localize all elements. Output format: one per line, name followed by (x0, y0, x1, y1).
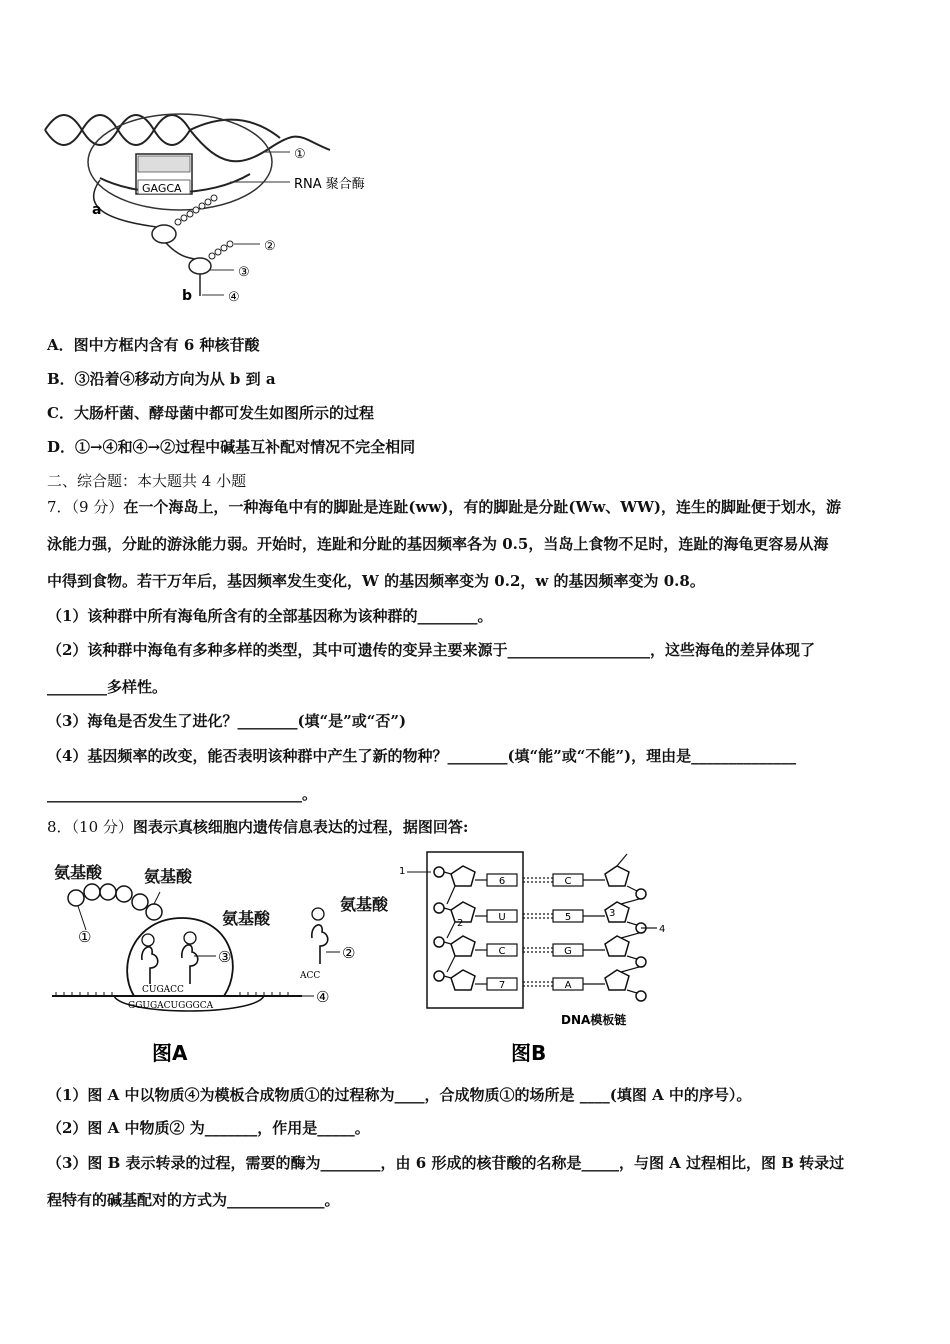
fig-b-left-base-3: C (498, 946, 506, 957)
label-3: ③ (238, 265, 250, 280)
q7-line-2: 泳能力强，分趾的游泳能力弱。开始时，连趾和分趾的基因频率各为 0.5，当岛上食物不足时，连趾的海龟更容易从海 (47, 535, 829, 553)
q8-sub-3b: 程特有的碱基配对的方式为_____________。 (47, 1191, 340, 1209)
q7-text-1: 在一个海岛上，一种海龟中有的脚趾是连趾(ww)，有的脚趾是分趾(Ww、WW)，连生的脚趾便于划水，游 (123, 498, 842, 516)
figure-a (44, 856, 424, 1070)
q8-head: 8．（10 分） (47, 818, 133, 836)
q8-line-1 (47, 816, 468, 838)
q7-sub-1: （1）该种群中所有海龟所含有的全部基因称为该种群的________。 (47, 607, 493, 625)
fig-a-label-2: ② (342, 944, 356, 962)
section-title: 二、综合题：本大题共 4 小题 (47, 472, 247, 490)
fig-a-mrna-sequence: GGUGACUGGGCA (128, 1001, 214, 1011)
q7-sub-4b: __________________________________。 (47, 785, 318, 803)
q8-sub-2: （2）图 A 中物质② 为_______，作用是_____。 (47, 1119, 370, 1137)
fig-a-label-1: ① (78, 928, 92, 946)
fig-b-label-4: 4 (659, 924, 666, 935)
q7-line-3: 中得到食物。若干万年后，基因频率发生变化，W 的基因频率变为 0.2，w 的基因频率变为 0.8。 (47, 572, 705, 590)
transcription-figure (40, 108, 400, 310)
label-2: ② (264, 239, 276, 254)
fig-b-left-base-4: 7 (498, 980, 506, 991)
figure-b (395, 846, 685, 1066)
q7-sub-3: （3）海龟是否发生了进化？________(填“是”或“否”) (47, 712, 407, 730)
fig-b-left-base-1: 6 (498, 876, 506, 887)
q7-sub-4: （4）基因频率的改变，能否表明该种群中产生了新的物种？________(填“能”或“不能”)，理由是______________ (47, 747, 797, 765)
fig-a-amino-acid-3: 氨基酸 (222, 909, 271, 928)
fig-a-codon-top: CUGACC (142, 985, 184, 995)
fig-a-amino-acid-2: 氨基酸 (144, 867, 193, 886)
option-c: C．大肠杆菌、酵母菌中都可发生如图所示的过程 (47, 404, 374, 422)
box-sequence: GAGCA (142, 182, 182, 195)
q8-intro: 图表示真核细胞内遗传信息表达的过程，据图回答: (132, 818, 469, 836)
fig-b-right-base-3: G (564, 946, 572, 957)
fig-b-right-base-1: C (564, 876, 572, 887)
q7-head: 7．（9 分） (47, 498, 124, 516)
fig-a-label-3: ③ (218, 948, 232, 966)
fig-b-right-base-4: A (564, 980, 572, 991)
fig-a-amino-acid-1: 氨基酸 (54, 863, 103, 882)
q7-line-1 (47, 496, 841, 518)
fig-b-label-3: 3 (609, 908, 616, 919)
option-a: A．图中方框内含有 6 种核苷酸 (47, 336, 260, 354)
q8-sub-1: （1）图 A 中以物质④为模板合成物质①的过程称为____，合成物质①的场所是 ____(填图 A 中的序号）。 (47, 1086, 752, 1104)
q7-sub-2: （2）该种群中海龟有多种多样的类型，其中可遗传的变异主要来源于___________________，这些海龟的差异体现了 (47, 641, 815, 659)
fig-a-amino-acid-4: 氨基酸 (340, 895, 389, 914)
fig-b-right-base-2: 5 (564, 912, 572, 923)
fig-b-label-2: 2 (457, 918, 464, 929)
label-4: ④ (228, 290, 240, 305)
label-a: a (92, 202, 102, 218)
fig-a-anticodon: ACC (300, 971, 321, 981)
fig-b-template-label: DNA模板链 (561, 1013, 627, 1027)
rna-polymerase-label: RNA 聚合酶 (294, 177, 365, 192)
label-b: b (182, 288, 193, 304)
option-d: D．①→④和④→②过程中碱基互补配对情况不完全相同 (47, 438, 416, 456)
option-b: B．③沿着④移动方向为从 b 到 a (47, 370, 276, 388)
fig-b-left-base-2: U (498, 912, 506, 923)
label-1: ① (294, 147, 306, 162)
fig-a-label-4: ④ (316, 988, 330, 1006)
fig-a-caption: 图A (152, 1041, 188, 1065)
q8-sub-3: （3）图 B 表示转录的过程，需要的酶为________，由 6 形成的核苷酸的名称是_____，与图 A 过程相比，图 B 转录过 (47, 1154, 845, 1172)
q7-sub-2b: ________多样性。 (47, 678, 168, 696)
fig-b-label-1: 1 (399, 866, 406, 877)
fig-b-caption: 图B (511, 1041, 547, 1065)
